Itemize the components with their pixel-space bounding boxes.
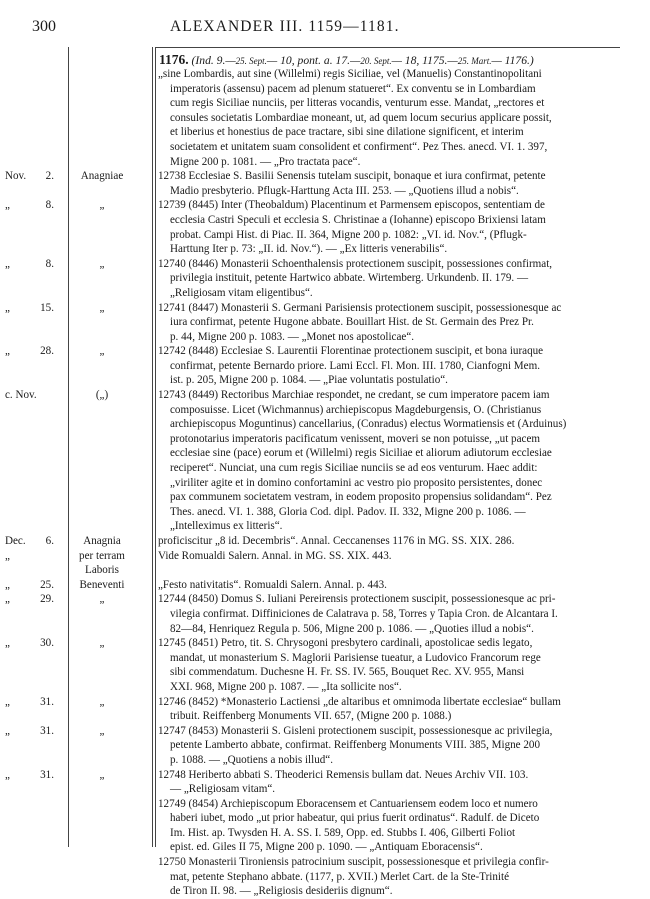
entry-line: ist. p. 205, Migne 200 p. 1084. — „Piae voluntatis postulatio“. bbox=[170, 374, 448, 387]
entry-day: 31. bbox=[40, 695, 54, 708]
entry-day: 6. bbox=[45, 535, 54, 547]
entry-date bbox=[0, 592, 62, 636]
entry-place: „ bbox=[99, 695, 105, 708]
entry-line: ecclesiae sine (pace) eorum et (Willelmi) regis Siciliae et aliorum adiutorum ecclesiae bbox=[170, 447, 552, 460]
entry-date bbox=[0, 855, 62, 899]
entry-line: „Religiosam vitam eligentibus“. bbox=[170, 286, 313, 299]
entry-row bbox=[0, 534, 650, 549]
entry-date bbox=[0, 198, 62, 256]
entry-date bbox=[0, 695, 62, 724]
entry-month: „ bbox=[5, 301, 10, 314]
entry-month: „ bbox=[5, 593, 10, 606]
entry-day: 29. bbox=[40, 593, 54, 606]
entry-place: „ bbox=[99, 257, 105, 270]
entry-day: 30. bbox=[40, 637, 54, 650]
entry-line: 82—84, Henriquez Regula p. 506, Migne 200 p. 1086. — „Quoties illud a nobis“. bbox=[170, 622, 534, 635]
entry-line: 12750 Monasterii Tironiensis patrocinium suscipit, possessionesque et privilegia confir- bbox=[158, 856, 549, 869]
entry-day: 15. bbox=[40, 301, 54, 314]
entry-date bbox=[0, 534, 62, 549]
entry-text bbox=[142, 198, 610, 256]
entry-row bbox=[0, 257, 650, 301]
entry-line: 12743 (8449) Rectoribus Marchiae respondet, ne credant, se cum imperatore pacem iam bbox=[158, 389, 550, 402]
entry-text bbox=[142, 169, 610, 198]
entry-line: cum regis Siciliae nunciis, per litteras vocandis, venturum esse. Mandat, „rectores et bbox=[170, 97, 545, 110]
entry-place: „ bbox=[99, 724, 105, 737]
entry-row bbox=[0, 797, 650, 855]
entry-line: „Festo nativitatis“. Romualdi Salern. Annal. p. 443. bbox=[158, 578, 387, 591]
entry-month: „ bbox=[5, 695, 10, 708]
entry-place: „ bbox=[99, 637, 105, 650]
entry-text bbox=[142, 67, 610, 169]
entry-line: societatem et unitatem suam consolident et confirment“. Pez Thes. anecd. VI. 1. 397, bbox=[170, 140, 548, 153]
entry-line: 12738 Ecclesiae S. Basilii Senensis tutelam suscipit, bonaque et iura confirmat, petente bbox=[158, 170, 546, 183]
entry-text bbox=[142, 592, 610, 636]
entry-day: 8. bbox=[45, 199, 54, 212]
entry-place: Laboris bbox=[85, 564, 119, 577]
entry-text bbox=[142, 768, 610, 797]
entry-row bbox=[0, 695, 650, 724]
entry-day: 28. bbox=[40, 345, 54, 358]
entry-line: haberi iubet, modo „ut prior habeatur, qui prius fuerit ordinatus“. Radulf. de Diceto bbox=[170, 812, 540, 825]
entry-line: protonotarius imperatoris pacificatum venissent, moveri se non potuisse, „ut pacem bbox=[170, 432, 541, 445]
entry-place: „ bbox=[99, 593, 105, 606]
entry-date bbox=[0, 549, 62, 564]
entry-line: vilegia confirmat. Diffiniciones de Calatrava p. 58, Torres y Tapia Cron. de Alcantara I. bbox=[170, 607, 558, 620]
entry-text bbox=[142, 578, 610, 593]
entry-month: „ bbox=[5, 578, 10, 591]
entry-line: „viriliter agite et in domino confortamini ac vestro pio proposito persistentes, donec bbox=[170, 476, 543, 489]
entry-place: Anagniae bbox=[80, 170, 124, 183]
entry-line: 12741 (8447) Monasterii S. Germani Parisiensis protectionem suscipit, possessionesque ac bbox=[158, 301, 562, 314]
entry-row bbox=[0, 169, 650, 198]
entry-row bbox=[0, 578, 650, 593]
entry-date bbox=[0, 169, 62, 198]
entry-text bbox=[142, 344, 610, 388]
entry-line: Madio presbyterio. Pflugk-Harttung Acta III. 253. — „Quotiens illud a nobis“. bbox=[170, 184, 519, 197]
page-number: 300 bbox=[32, 18, 56, 35]
entry-line: XXI. 968, Migne 200 p. 1087. — „Ita sollicite nos“. bbox=[170, 680, 402, 693]
entry-text bbox=[142, 301, 610, 345]
entry-date bbox=[0, 724, 62, 768]
entry-line: ecclesia Castri Speculi et ecclesia S. Christinae a (Iohanne) episcopo Brixiensi latam bbox=[170, 213, 546, 226]
year-heading: 1176. (Ind. 9.—25. Sept.— 10, pont. a. 17.—20. Sept.— 18, 1175.—25. Mart.— 1176.) bbox=[159, 52, 534, 67]
entry-text bbox=[142, 563, 610, 578]
entry-line: mat, petente Stephano abbate. (1177, p. XVII.) Merlet Cart. de la Ste-Trinité bbox=[170, 870, 509, 883]
entry-day: 2. bbox=[45, 170, 54, 183]
entry-line: et liberius et honestius de pace tractare, sibi sine dilatione significent, et interim bbox=[170, 126, 524, 139]
entry-line: Thes. anecd. VI. 1. 388, Gloria Cod. dipl. Padov. II. 332, Migne 200 p. 1086. — bbox=[170, 505, 526, 518]
entry-date bbox=[0, 388, 62, 534]
entry-line: tribuit. Reiffenberg Monuments VII. 657, (Migne 200 p. 1088.) bbox=[170, 710, 452, 723]
entry-text bbox=[142, 855, 610, 899]
running-title: ALEXANDER III. 1159—1181. bbox=[170, 18, 400, 35]
entry-row bbox=[0, 67, 650, 169]
entry-month: „ bbox=[5, 199, 10, 212]
entry-line: Im. Hist. ap. Twysden H. A. SS. I. 589, Opp. ed. Stubbs I. 406, Gilberti Foliot bbox=[170, 826, 516, 839]
entry-row bbox=[0, 636, 650, 694]
entry-line: — „Religiosam vitam“. bbox=[170, 783, 276, 796]
entry-row bbox=[0, 301, 650, 345]
page-header bbox=[0, 18, 650, 40]
entry-day: 25. bbox=[40, 578, 54, 591]
entry-line: probat. Campi Hist. di Piac. II. 364, Migne 200 p. 1082: „VI. id. Nov.“, (Pflugk- bbox=[170, 228, 527, 241]
regesta-entries bbox=[0, 67, 650, 899]
entry-month: c. Nov. bbox=[5, 389, 37, 402]
entry-date bbox=[0, 636, 62, 694]
entry-text bbox=[142, 549, 610, 564]
entry-place: „ bbox=[99, 301, 105, 314]
entry-line: privilegia instituit, petente Hartwico abbate. Wirtemberg. Urkundenb. II. 179. — bbox=[170, 272, 529, 285]
entry-line: imperatoris (assensu) pacem ad plenum statueret“. Ex conventu se in Lombardiam bbox=[170, 82, 536, 95]
entry-date bbox=[0, 563, 62, 578]
entry-day: 31. bbox=[40, 768, 54, 781]
entry-date bbox=[0, 67, 62, 169]
entry-place bbox=[62, 67, 142, 169]
entry-month: „ bbox=[5, 345, 10, 358]
entry-line: reciperet“. Nunciat, una cum regis Siciliae nunciis se ad eos venturum. Haec addit: bbox=[170, 462, 538, 475]
entry-place bbox=[62, 797, 142, 855]
entry-text bbox=[142, 695, 610, 724]
entry-text bbox=[142, 797, 610, 855]
entry-line: „sine Lombardis, aut sine (Willelmi) regis Siciliae, vel (Manuelis) Constantinopolitani bbox=[158, 68, 542, 80]
entry-line: 12747 (8453) Monasterii S. Gisleni protectionem suscipit, possessionesque ac privilegia, bbox=[158, 724, 553, 737]
entry-row bbox=[0, 768, 650, 797]
entry-row bbox=[0, 724, 650, 768]
entry-date bbox=[0, 578, 62, 593]
entry-text bbox=[142, 388, 610, 534]
entry-line: 12742 (8448) Ecclesiae S. Laurentii Florentinae protectionem suscipit, et bona iuraque bbox=[158, 345, 544, 358]
entry-line: Migne 200 p. 1081. — „Pro tractata pace“. bbox=[170, 155, 361, 168]
entry-text bbox=[142, 724, 610, 768]
entry-row bbox=[0, 388, 650, 534]
entry-date bbox=[0, 301, 62, 345]
entry-month: Dec. bbox=[5, 535, 26, 547]
entry-line: „Intelleximus ex litteris“. bbox=[170, 520, 283, 533]
entry-text bbox=[142, 534, 610, 549]
entry-row bbox=[0, 592, 650, 636]
entry-line: 12749 (8454) Archiepiscopum Eboracensem et Cantuariensem eodem loco et numero bbox=[158, 797, 538, 810]
entry-line: proficiscitur „8 id. Decembris“. Annal. Ceccanenses 1176 in MG. SS. XIX. 286. bbox=[158, 535, 515, 547]
entry-line: composuisse. Licet (Wichmannus) archiepiscopus Magdeburgensis, O. (Christianus bbox=[170, 403, 542, 416]
entry-row bbox=[0, 344, 650, 388]
entry-line: consules societatis Lombardiae moneant, ut, ad quem locum securius applicare possit, bbox=[170, 111, 552, 124]
entry-row bbox=[0, 549, 650, 564]
entry-date bbox=[0, 257, 62, 301]
entry-row bbox=[0, 563, 650, 578]
entry-line: 12746 (8452) *Monasterio Lactiensi „de altaribus et omnimoda libertate ecclesiae“ bullam bbox=[158, 695, 561, 708]
entry-place: „ bbox=[99, 199, 105, 212]
entry-date bbox=[0, 797, 62, 855]
entry-line: p. 1088. — „Quotiens a nobis illud“. bbox=[170, 753, 333, 766]
entry-date bbox=[0, 768, 62, 797]
entry-month: „ bbox=[5, 724, 10, 737]
entry-line: 12740 (8446) Monasterii Schoenthalensis protectionem suscipit, possessiones confirmat, bbox=[158, 257, 553, 270]
entry-month: „ bbox=[5, 637, 10, 650]
entry-place: („) bbox=[95, 389, 109, 402]
entry-text bbox=[142, 257, 610, 301]
entry-date bbox=[0, 344, 62, 388]
entry-line: 12748 Heriberto abbati S. Theoderici Remensis bullam dat. Neues Archiv VII. 103. bbox=[158, 768, 529, 781]
entry-place: „ bbox=[99, 345, 105, 358]
entry-line: Vide Romualdi Salern. Annal. in MG. SS. XIX. 443. bbox=[158, 549, 392, 562]
entry-line: sibi commendatum. Duchesne H. Fr. SS. IV. 565, Bouquet Rec. XV. 955, Mansi bbox=[170, 666, 525, 679]
entry-place: Anagnia bbox=[83, 535, 121, 547]
entry-place: Beneventi bbox=[79, 578, 125, 591]
entry-line: iura confirmat, petente Hugone abbate. Bouillart Hist. de St. Germain des Prez Pr. bbox=[170, 316, 534, 329]
entry-day: 31. bbox=[40, 724, 54, 737]
entry-row bbox=[0, 855, 650, 899]
entry-day: 8. bbox=[45, 257, 54, 270]
entry-line: Harttung Iter p. 73: „II. id. Nov.“). — „Ex litteris venerabilis“. bbox=[170, 243, 448, 256]
entry-month: „ bbox=[5, 549, 10, 562]
entry-line: 12739 (8445) Inter (Theobaldum) Placentinum et Parmensem episcopos, sententiam de bbox=[158, 199, 545, 212]
entry-row bbox=[0, 198, 650, 256]
header-rule bbox=[156, 47, 620, 48]
entry-line: archiepiscopus Moguntinus) cancellarius, (Conradus) electus Wormatiensis et (Arduinus) bbox=[170, 418, 567, 431]
entry-line: confirmat, petente Bernardo priore. Lami Eccl. Fl. Mon. III. 1780, Cianfogni Mem. bbox=[170, 359, 540, 372]
entry-line: p. 44, Migne 200 p. 1083. — „Monet nos apostolicae“. bbox=[170, 330, 415, 343]
entry-line: pax communem societatem vestram, in eodem proposito propensius solidandam“. Pez bbox=[170, 491, 552, 504]
entry-line: 12745 (8451) Petro, tit. S. Chrysogoni presbytero cardinali, apostolicae sedis legato, bbox=[158, 637, 533, 650]
entry-line bbox=[158, 563, 610, 578]
entry-place: per terram bbox=[79, 549, 125, 562]
entry-place bbox=[62, 855, 142, 899]
entry-month: „ bbox=[5, 257, 10, 270]
entry-line: 12744 (8450) Domus S. Iuliani Pereirensis protectionem suscipit, possessionesque ac pri- bbox=[158, 593, 556, 606]
entry-month: Nov. bbox=[5, 170, 27, 183]
entry-place: „ bbox=[99, 768, 105, 781]
entry-line: epist. ed. Giles II 75, Migne 200 p. 1090. — „Antiquam Eboracensis“. bbox=[170, 841, 483, 854]
entry-line: mandat, ut monasterium S. Maglorii Parisiense tueatur, a Ludovico Francorum rege bbox=[170, 651, 541, 664]
entry-text bbox=[142, 636, 610, 694]
entry-line: petente Lamberto abbate, confirmat. Reiffenberg Monuments VIII. 385, Migne 200 bbox=[170, 739, 540, 752]
entry-month: „ bbox=[5, 768, 10, 781]
entry-line: de Tiron II. 98. — „Religiosis desideriis dignum“. bbox=[170, 885, 393, 898]
